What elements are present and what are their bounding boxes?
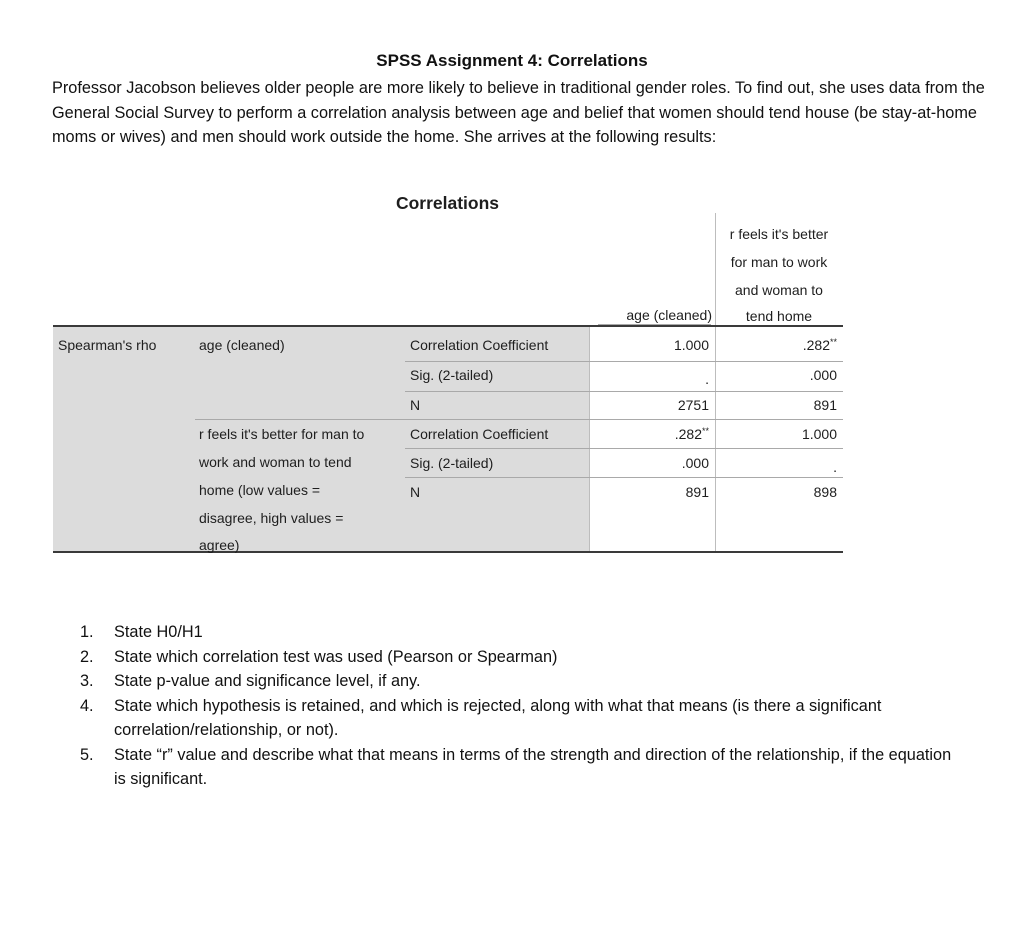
row-sep-5	[405, 477, 843, 478]
assignment-title: SPSS Assignment 4: Correlations	[376, 51, 648, 70]
value-sig-age-age: .	[705, 371, 709, 387]
col-header-age: age (cleaned)	[626, 307, 712, 323]
col-header-belief-line-3: and woman to	[735, 282, 823, 298]
value-coef-belief-age: .282**	[674, 426, 709, 442]
row-sep-2	[405, 391, 843, 392]
value-coef-age-age: 1.000	[673, 337, 709, 353]
question-item: 3. State p-value and significance level, if any.	[80, 672, 421, 690]
row-var-age: age (cleaned)	[199, 337, 285, 353]
method-label: Spearman's rho	[58, 337, 157, 353]
question-list	[80, 620, 965, 792]
intro-paragraph: Professor Jacobson believes older people are more likely to believe in traditional gender roles. To find out, she uses data from the General Social Survey to perform a correlation analysis between age and belief that women should tend house (be stay-at-home moms or wives) and men should work outside the home. She arrives at the following results:	[52, 79, 985, 146]
value-n-age-age: 2751	[677, 397, 709, 413]
significance-mark: **	[829, 337, 837, 347]
col-header-belief-line-1: r feels it's better	[729, 226, 829, 242]
value-sig-age-belief: .000	[809, 367, 837, 383]
row-var-belief-line-1: r feels it's better for man to	[199, 426, 365, 442]
row-var-belief-line-2: work and woman to tend	[199, 454, 352, 470]
table-title: Correlations	[395, 193, 500, 213]
table-bottom-rule	[53, 551, 843, 553]
row-sep-1	[405, 361, 843, 362]
row-var-belief-line-3: home (low values =	[199, 482, 321, 498]
header-divider	[715, 213, 716, 326]
stat-label-n-1: N	[410, 397, 421, 413]
row-var-belief-line-4: disagree, high values =	[199, 510, 344, 526]
stat-label-n-2: N	[410, 484, 421, 500]
value-sig-belief-age: .000	[681, 455, 709, 471]
block-separator	[195, 419, 843, 420]
stat-label-coef-1: Correlation Coefficient	[410, 337, 549, 353]
value-sig-belief-belief: .	[833, 459, 837, 475]
question-item: 2. State which correlation test was used (Pearson or Spearman)	[80, 647, 558, 666]
value-coef-age-belief: .282**	[802, 337, 837, 353]
question-item: 1. State H0/H1	[80, 623, 203, 641]
stat-label-sig-2: Sig. (2-tailed)	[410, 455, 494, 471]
table-top-rule	[53, 325, 843, 327]
value-coef-belief-belief: 1.000	[801, 426, 837, 442]
significance-mark: **	[701, 426, 709, 436]
col-header-belief-line-4: tend home	[745, 308, 813, 324]
question-item: 4. State which hypothesis is retained, and which is rejected, along with what that means (is there a significant correlation/relationship, or not).	[80, 696, 882, 739]
row-sep-4	[405, 448, 843, 449]
value-n-belief-age: 891	[685, 484, 709, 500]
row-var-belief-line-5: agree)	[199, 537, 240, 553]
value-n-belief-belief: 898	[813, 484, 837, 500]
col-header-belief-line-2: for man to work	[730, 254, 828, 270]
stat-label-coef-2: Correlation Coefficient	[410, 426, 549, 442]
question-item: 5. State “r” value and describe what that means in terms of the strength and direction of the relationship, if the equation is significant.	[80, 745, 952, 788]
value-n-age-belief: 891	[813, 397, 837, 413]
stat-label-sig-1: Sig. (2-tailed)	[410, 367, 494, 383]
